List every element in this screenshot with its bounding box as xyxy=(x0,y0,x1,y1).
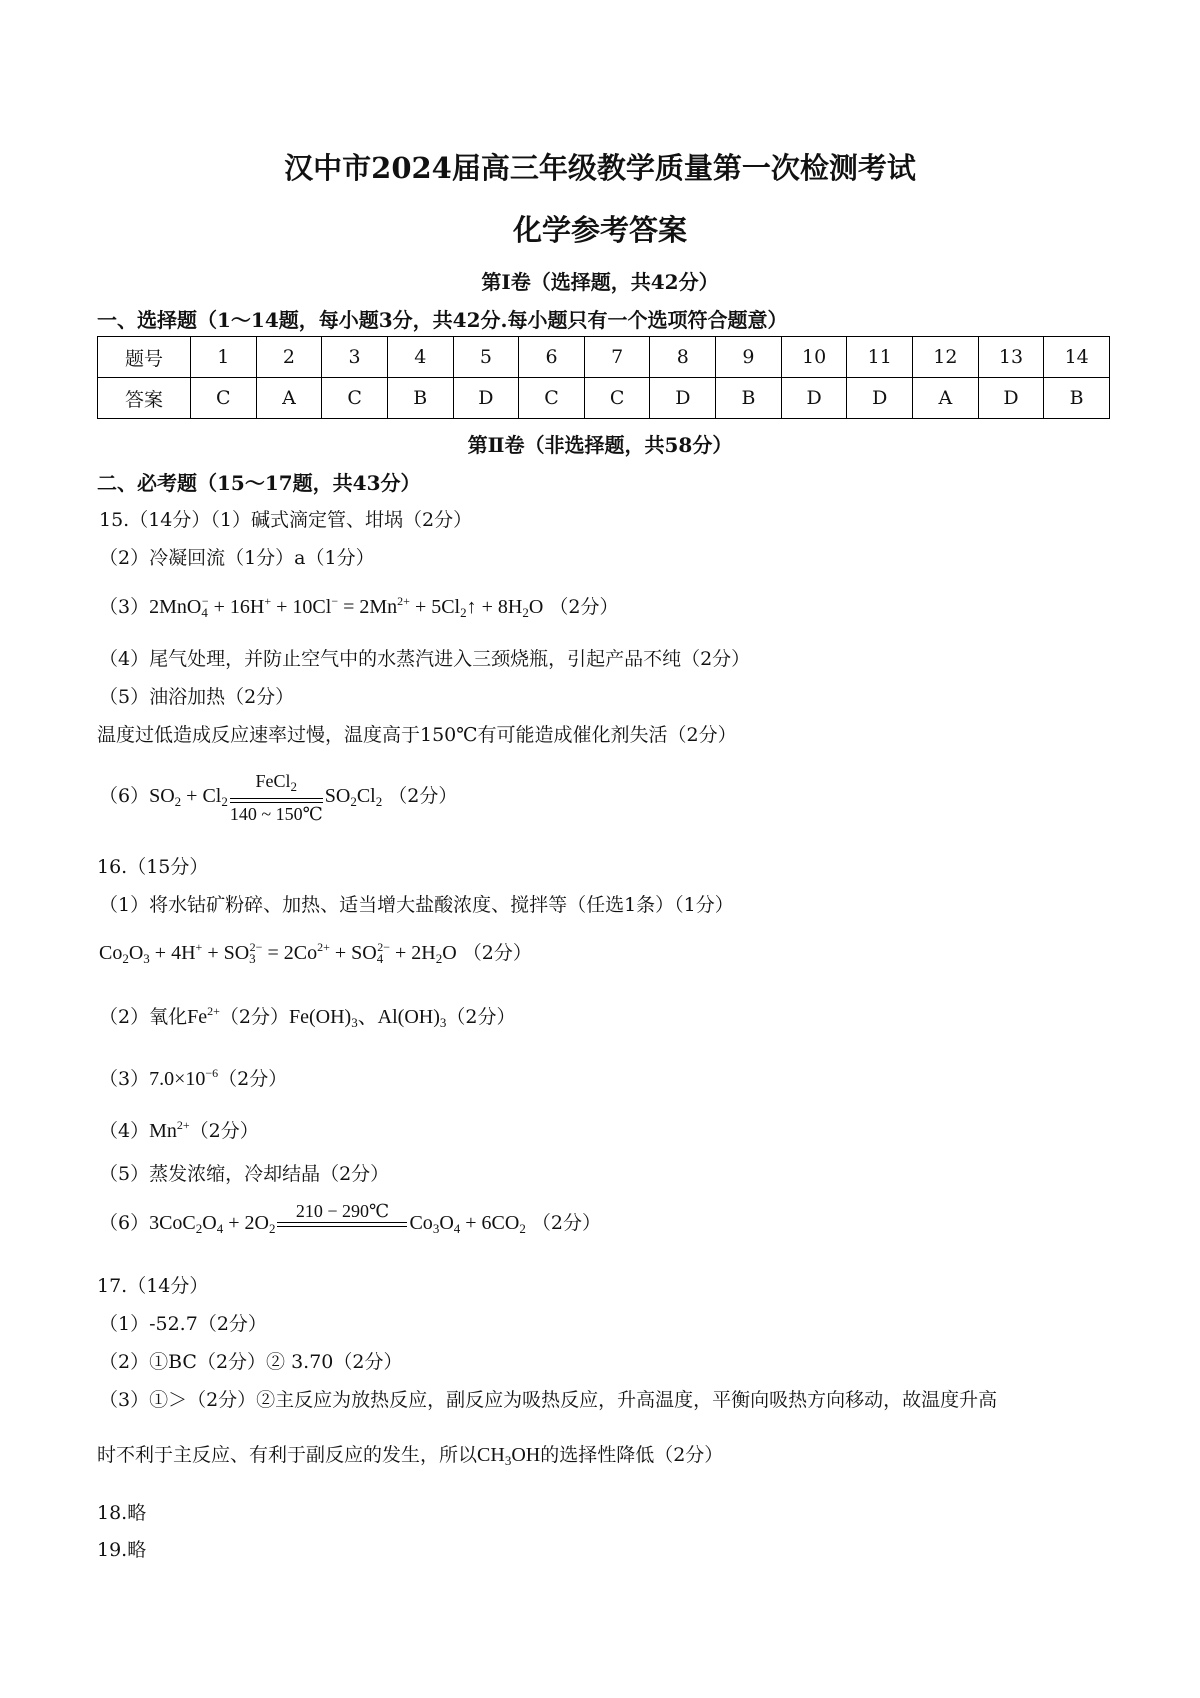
q17-line5-post: 的选择性降低（2分） xyxy=(540,1444,724,1466)
q16-line8-score: （2分） xyxy=(531,1212,601,1235)
table-cell: 8 xyxy=(650,337,716,378)
q16-line4-score2: （2分） xyxy=(446,1006,516,1028)
q17-line2: （1）-52.7（2分） xyxy=(99,1313,267,1335)
fe-ion: $Fe^{2+}$ xyxy=(187,1004,220,1028)
q15-line7-score: （2分） xyxy=(388,785,458,808)
table-cell: 12 xyxy=(913,337,979,378)
table-cell: 10 xyxy=(781,337,847,378)
catalyst-label: FeCl$_2$ xyxy=(255,771,298,794)
q15-reaction: $SO_2 + Cl_2$ FeCl$_2$ 140 ~ 150℃ $SO_2Cl_2$ xyxy=(149,771,383,824)
reaction-condition xyxy=(230,770,323,825)
table-cell: 7 xyxy=(584,337,650,378)
reaction-condition-2 xyxy=(277,1200,407,1249)
table-cell: D xyxy=(781,378,847,419)
section1-heading: 一、选择题（1～14题，每小题3分，共42分.每小题只有一个选项符合题意） xyxy=(97,308,788,332)
q17-line1: 17.（14分） xyxy=(97,1275,209,1297)
section2-heading: 二、必考题（15～17题，共43分） xyxy=(97,471,421,495)
table-cell: C xyxy=(519,378,585,419)
page-title: 汉中市2024届高三年级教学质量第一次检测考试 xyxy=(284,151,916,185)
q16-line3-score: （2分） xyxy=(462,942,532,964)
q15-line6: 温度过低造成反应速率过慢，温度高于150℃有可能造成催化剂失活（2分） xyxy=(97,724,737,746)
methanol-formula: $CH_3OH$ xyxy=(477,1444,541,1468)
q16-line7: （5）蒸发浓缩，冷却结晶（2分） xyxy=(99,1163,390,1185)
part1-heading: 第Ⅰ卷（选择题，共42分） xyxy=(481,270,719,294)
catalyst-text: FeCl xyxy=(255,771,291,791)
answer-table xyxy=(97,336,1110,419)
q15-line3-score: （2分） xyxy=(549,596,619,618)
table-cell: B xyxy=(1044,378,1110,419)
table-cell: 11 xyxy=(847,337,913,378)
table-cell: D xyxy=(978,378,1044,419)
table-cell: D xyxy=(650,378,716,419)
q16-line5-score: （2分） xyxy=(218,1068,288,1090)
table-cell: B xyxy=(716,378,782,419)
table-cell: D xyxy=(453,378,519,419)
table-cell: A xyxy=(256,378,322,419)
table-row xyxy=(98,378,1110,419)
q15-line7 xyxy=(99,770,457,825)
q16-line3 xyxy=(99,938,532,967)
q16-equation: $Co_2O_3 + 4H^+ + SO_3^{2-} = 2Co^{2+} + SO_4^{2-} + 2H_2O$ xyxy=(99,940,457,966)
spacer xyxy=(277,1227,407,1249)
q16-line4-label: （2）氧化 xyxy=(99,1006,188,1028)
table-cell: 5 xyxy=(453,337,519,378)
temperature-label: 140 ~ 150℃ xyxy=(229,804,323,824)
hydroxides: $Fe(OH)_3$、$Al(OH)_3$ xyxy=(288,1006,447,1030)
q19-line: 19.略 xyxy=(97,1539,147,1561)
table-cell: C xyxy=(191,378,257,419)
q16-line8-label: （6） xyxy=(99,1212,150,1235)
table-header-cell: 题号 xyxy=(98,337,191,378)
mn-ion: $Mn^{2+}$ xyxy=(149,1118,190,1142)
table-cell: D xyxy=(847,378,913,419)
q16-reaction: $3CoC_2O_4 + 2O_2$ 210 − 290℃ $Co_3O_4 + 6CO_2$ xyxy=(149,1212,526,1234)
q15-line3-label: （3） xyxy=(99,596,150,618)
table-cell: C xyxy=(584,378,650,419)
q16-line5 xyxy=(99,1064,287,1091)
table-cell: 13 xyxy=(978,337,1044,378)
q16-line4 xyxy=(99,1000,516,1031)
q15-line7-label: （6） xyxy=(99,785,150,808)
ksp-value: $7.0\times 10^{-6}$ xyxy=(149,1066,219,1090)
q16-line4-score1: （2分） xyxy=(219,1006,289,1028)
q15-line1: 15.（14分）（1）碱式滴定管、坩埚（2分） xyxy=(99,509,473,531)
table-cell: B xyxy=(387,378,453,419)
temperature-range: 210 − 290℃ xyxy=(295,1201,390,1221)
q15-line5: （5）油浴加热（2分） xyxy=(99,686,295,708)
table-cell: 14 xyxy=(1044,337,1110,378)
q18-line: 18.略 xyxy=(97,1502,147,1524)
table-cell: 4 xyxy=(387,337,453,378)
q16-line1: 16.（15分） xyxy=(97,856,209,878)
q15-equation: $2MnO_4^- + 16H^+ + 10Cl^- = 2Mn^{2+}$ + $5Cl_2↑ + 8H_2O$ xyxy=(149,594,544,620)
table-cell: 1 xyxy=(191,337,257,378)
table-row xyxy=(98,337,1110,378)
table-cell: 9 xyxy=(716,337,782,378)
q16-line8 xyxy=(99,1200,601,1249)
q16-line6 xyxy=(99,1116,259,1143)
table-cell: A xyxy=(913,378,979,419)
table-cell: C xyxy=(322,378,388,419)
q15-line4: （4）尾气处理，并防止空气中的水蒸汽进入三颈烧瓶，引起产品不纯（2分） xyxy=(99,648,751,670)
q16-line2: （1）将水钴矿粉碎、加热、适当增大盐酸浓度、搅拌等（任选1条）（1分） xyxy=(99,894,734,916)
table-cell: 3 xyxy=(322,337,388,378)
q16-line6-score: （2分） xyxy=(189,1120,259,1142)
part2-heading: 第Ⅱ卷（非选择题，共58分） xyxy=(467,433,733,457)
q15-line3 xyxy=(99,592,618,621)
table-header-cell: 答案 xyxy=(98,378,191,419)
q15-line2: （2）冷凝回流（1分）a（1分） xyxy=(99,547,375,569)
q17-line4: （3）①＞（2分）②主反应为放热反应，副反应为吸热反应，升高温度，平衡向吸热方向移动，故温度升高 xyxy=(99,1389,998,1411)
q16-line6-label: （4） xyxy=(99,1120,150,1142)
table-cell: 6 xyxy=(519,337,585,378)
q17-line3: （2）①BC（2分）② 3.70（2分） xyxy=(99,1351,403,1373)
q17-line5-pre: 时不利于主反应、有利于副反应的发生，所以 xyxy=(97,1444,478,1466)
q16-line5-label: （3） xyxy=(99,1068,150,1090)
table-cell: 2 xyxy=(256,337,322,378)
page-subtitle: 化学参考答案 xyxy=(512,213,687,247)
q17-line5 xyxy=(97,1440,723,1469)
